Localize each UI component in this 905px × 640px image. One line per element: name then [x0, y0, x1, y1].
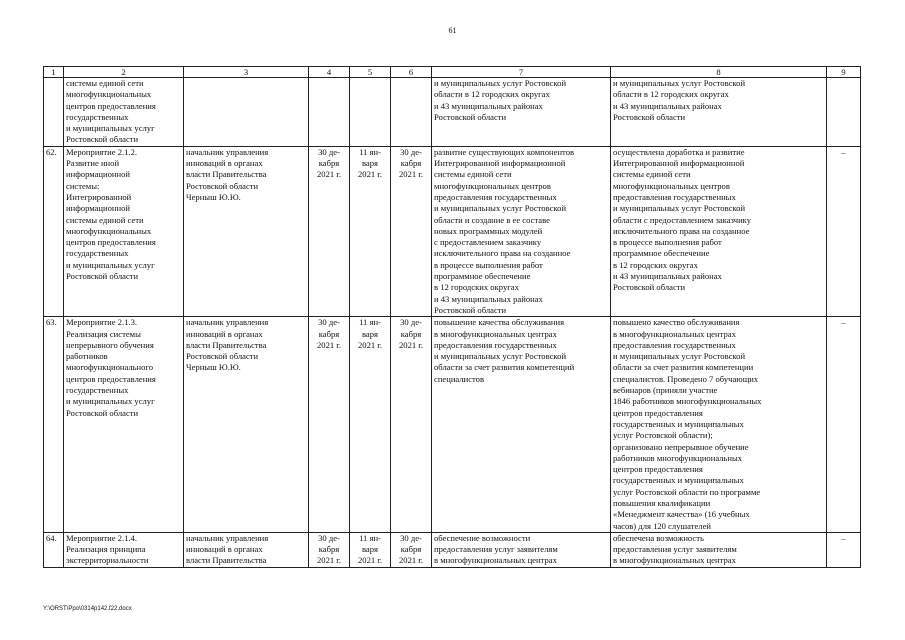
- deviation-reasons: –: [827, 317, 861, 533]
- event-name: Мероприятие 2.1.4. Реализация принципа экстерриториальности: [64, 532, 184, 567]
- column-number: 9: [827, 67, 861, 78]
- row-number: 62.: [44, 146, 64, 316]
- table-row-continuation: [44, 78, 861, 147]
- responsible-person: начальник управления инноваций в органах власти Правительства: [184, 532, 309, 567]
- deviation-reasons: –: [827, 532, 861, 567]
- actual-result: осуществлена доработка и развитие Интегрированной информационной системы единой сети многофункциональных центров предоставления государственных и муниципальных услуг Ростовской области с предоставлением заказчику исключительного права на созданное в процессе выполнения работ программное обеспечение в 12 городских округах и 43 муниципальных районах Ростовской области: [611, 146, 827, 316]
- actual-result: повышено качество обслуживания в многофункциональных центрах предоставления государственных и муниципальных услуг Ростовской области за счет развития компетенции специалистов. Проведено 7 обучающих вебинаров (приняли участие 1846 работников многофункциональных центров предоставления государственных и муниципальных услуг Ростовской области); организовано непрерывное обучение работников многофункциональных центров предоставления государственных и муниципальных услуг Ростовской области по программе повышения квалификации «Менеджмент качества» (16 учебных часов) для 120 слушателей: [611, 317, 827, 533]
- column-number: 2: [64, 67, 184, 78]
- table-row: [44, 146, 861, 316]
- column-number: 3: [184, 67, 309, 78]
- deviation-reasons: –: [827, 146, 861, 316]
- planned-start-date: 30 де- кабря 2021 г.: [309, 317, 350, 533]
- column-number: 4: [309, 67, 350, 78]
- planned-end-date: 11 ян- варя 2021 г.: [350, 146, 391, 316]
- column-number: 6: [391, 67, 432, 78]
- planned-result: повышение качества обслуживания в многофункциональных центрах предоставления государственных и муниципальных услуг Ростовской области за счет развития компетенций специалистов: [432, 317, 611, 533]
- planned-result: обеспечение возможности предоставления услуг заявителям в многофункциональных центрах: [432, 532, 611, 567]
- planned-result: и муниципальных услуг Ростовской области в 12 городских округах и 43 муниципальных районах Ростовской области: [432, 78, 611, 147]
- event-name: Мероприятие 2.1.2. Развитие иной информационной системы: Интегрированной информационной системы единой сети многофункциональных центров предоставления государственных и муниципальных услуг Ростовской области: [64, 146, 184, 316]
- planned-end-date: 11 ян- варя 2021 г.: [350, 532, 391, 567]
- event-name: системы единой сети многофункциональных центров предоставления государственных и муниципальных услуг Ростовской области: [64, 78, 184, 147]
- actual-end-date: 30 де- кабря 2021 г.: [391, 532, 432, 567]
- planned-start-date: 30 де- кабря 2021 г.: [309, 532, 350, 567]
- column-number: 5: [350, 67, 391, 78]
- column-number: 8: [611, 67, 827, 78]
- table-row: [44, 532, 861, 567]
- column-number: 1: [44, 67, 64, 78]
- actual-end-date: 30 де- кабря 2021 г.: [391, 317, 432, 533]
- planned-result: развитие существующих компонентов Интегрированной информационной системы единой сети многофункциональных центров предоставления государственных и муниципальных услуг Ростовской области и создание в ее составе новых программных модулей с предоставлением заказчику исключительного права на созданное в процессе выполнения работ программное обеспечение в 12 городских округах и 43 муниципальных районах Ростовской области: [432, 146, 611, 316]
- row-number: 64.: [44, 532, 64, 567]
- responsible-person: начальник управления инноваций в органах власти Правительства Ростовской области Черныш Ю.Ю.: [184, 146, 309, 316]
- responsible-person: начальник управления инноваций в органах власти Правительства Ростовской области Черныш Ю.Ю.: [184, 317, 309, 533]
- file-path-footer: Y:\ORST\Ppo\0314p142.f22.docx: [43, 606, 132, 612]
- report-table: [43, 66, 861, 568]
- table-row: [44, 317, 861, 533]
- actual-end-date: 30 де- кабря 2021 г.: [391, 146, 432, 316]
- event-name: Мероприятие 2.1.3. Реализация системы непрерывного обучения работников многофункционального центров предоставления государственных и муниципальных услуг Ростовской области: [64, 317, 184, 533]
- planned-end-date: 11 ян- варя 2021 г.: [350, 317, 391, 533]
- row-number: 63.: [44, 317, 64, 533]
- actual-result: и муниципальных услуг Ростовской области в 12 городских округах и 43 муниципальных районах Ростовской области: [611, 78, 827, 147]
- column-number-row: [44, 67, 861, 78]
- actual-result: обеспечена возможность предоставления услуг заявителям в многофункциональных центрах: [611, 532, 827, 567]
- page-number: 61: [448, 26, 457, 35]
- column-number: 7: [432, 67, 611, 78]
- planned-start-date: 30 де- кабря 2021 г.: [309, 146, 350, 316]
